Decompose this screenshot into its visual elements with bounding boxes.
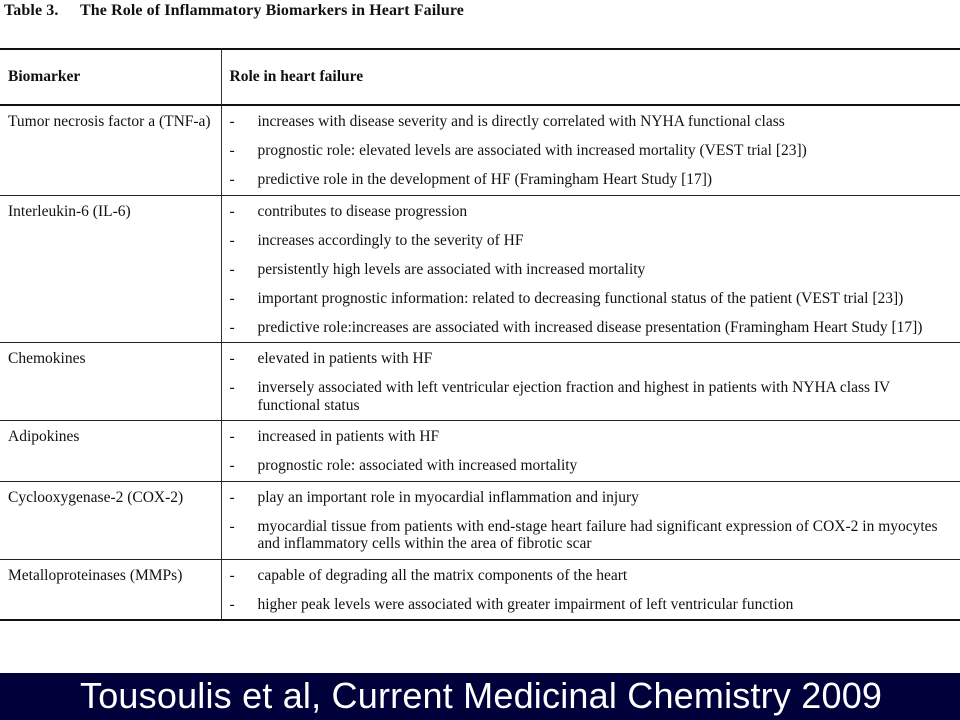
role-text: elevated in patients with HF xyxy=(257,350,433,367)
role-item xyxy=(222,261,960,279)
dash-marker: - xyxy=(229,350,235,367)
role-text: play an important role in myocardial inflammation and injury xyxy=(257,488,639,506)
table-row xyxy=(0,559,960,620)
dash-marker: - xyxy=(229,379,235,396)
citation-text: Tousoulis et al, Current Medicinal Chemistry 2009 xyxy=(80,675,883,716)
table-caption xyxy=(4,2,464,20)
table-row xyxy=(0,481,960,559)
biomarker-table xyxy=(0,48,960,621)
table-row xyxy=(0,105,960,195)
table-row xyxy=(0,421,960,482)
role-text: predictive role:increases are associated with increased disease presentation (Framingham Heart Study [17]) xyxy=(257,318,923,336)
table-number: Table 3. xyxy=(4,2,59,19)
role-item xyxy=(222,319,960,337)
role-text: myocardial tissue from patients with end-stage heart failure had significant expression of COX-2 in myocytes and inflammatory cells within the area of fibrotic scar xyxy=(257,517,938,552)
role-text: increases accordingly to the severity of HF xyxy=(257,231,524,249)
role-cell xyxy=(221,195,960,343)
biomarker-name: Cyclooxygenase-2 (COX-2) xyxy=(0,481,221,559)
dash-marker: - xyxy=(229,517,235,535)
role-item xyxy=(222,518,960,553)
role-cell xyxy=(221,559,960,620)
role-item xyxy=(222,290,960,308)
role-item xyxy=(222,171,960,189)
dash-marker: - xyxy=(229,289,235,307)
role-text: increases with disease severity and is directly correlated with NYHA functional class xyxy=(257,113,785,130)
dash-marker: - xyxy=(229,457,235,474)
dash-marker: - xyxy=(229,488,235,506)
role-list xyxy=(222,113,960,189)
biomarker-name: Adipokines xyxy=(0,421,221,482)
dash-marker: - xyxy=(229,142,235,159)
dash-marker: - xyxy=(229,428,235,445)
role-text: predictive role in the development of HF (Framingham Heart Study [17]) xyxy=(257,171,713,188)
role-text: higher peak levels were associated with greater impairment of left ventricular function xyxy=(257,595,794,613)
header-role: Role in heart failure xyxy=(221,49,960,105)
table-row xyxy=(0,195,960,343)
biomarker-name: Tumor necrosis factor a (TNF-a) xyxy=(0,105,221,195)
dash-marker: - xyxy=(229,202,235,220)
dash-marker: - xyxy=(229,595,235,613)
table-header-row xyxy=(0,49,960,105)
role-item xyxy=(222,350,960,368)
role-cell xyxy=(221,343,960,421)
dash-marker: - xyxy=(229,566,235,584)
role-item xyxy=(222,457,960,475)
role-list xyxy=(222,489,960,553)
role-text: inversely associated with left ventricular ejection fraction and highest in patients with NYHA class IV functional status xyxy=(257,379,890,414)
table-row xyxy=(0,343,960,421)
role-item xyxy=(222,489,960,507)
role-text: capable of degrading all the matrix components of the heart xyxy=(257,566,628,584)
role-item xyxy=(222,596,960,614)
header-biomarker: Biomarker xyxy=(0,49,221,105)
role-list xyxy=(222,428,960,475)
role-list xyxy=(222,567,960,614)
role-item xyxy=(222,232,960,250)
role-text: important prognostic information: related to decreasing functional status of the patient (VEST trial [23]) xyxy=(257,289,904,307)
biomarker-name: Chemokines xyxy=(0,343,221,421)
role-item xyxy=(222,567,960,585)
biomarker-name: Metalloproteinases (MMPs) xyxy=(0,559,221,620)
role-cell xyxy=(221,105,960,195)
dash-marker: - xyxy=(229,171,235,188)
table-title: The Role of Inflammatory Biomarkers in Heart Failure xyxy=(80,2,464,19)
role-text: prognostic role: elevated levels are associated with increased mortality (VEST trial [23]) xyxy=(257,142,807,159)
role-cell xyxy=(221,481,960,559)
dash-marker: - xyxy=(229,231,235,249)
role-item xyxy=(222,203,960,221)
role-list xyxy=(222,203,960,337)
biomarker-table-container xyxy=(0,48,960,621)
role-text: contributes to disease progression xyxy=(257,202,468,220)
biomarker-name: Interleukin-6 (IL-6) xyxy=(0,195,221,343)
role-item xyxy=(222,379,960,414)
role-text: increased in patients with HF xyxy=(257,428,440,445)
role-item xyxy=(222,142,960,160)
table-body xyxy=(0,105,960,620)
dash-marker: - xyxy=(229,260,235,278)
role-cell xyxy=(221,421,960,482)
role-item xyxy=(222,113,960,131)
dash-marker: - xyxy=(229,113,235,130)
role-item xyxy=(222,428,960,446)
role-list xyxy=(222,350,960,414)
citation-banner xyxy=(0,673,960,720)
role-text: persistently high levels are associated with increased mortality xyxy=(257,260,646,278)
role-text: prognostic role: associated with increased mortality xyxy=(257,457,578,474)
dash-marker: - xyxy=(229,318,235,336)
